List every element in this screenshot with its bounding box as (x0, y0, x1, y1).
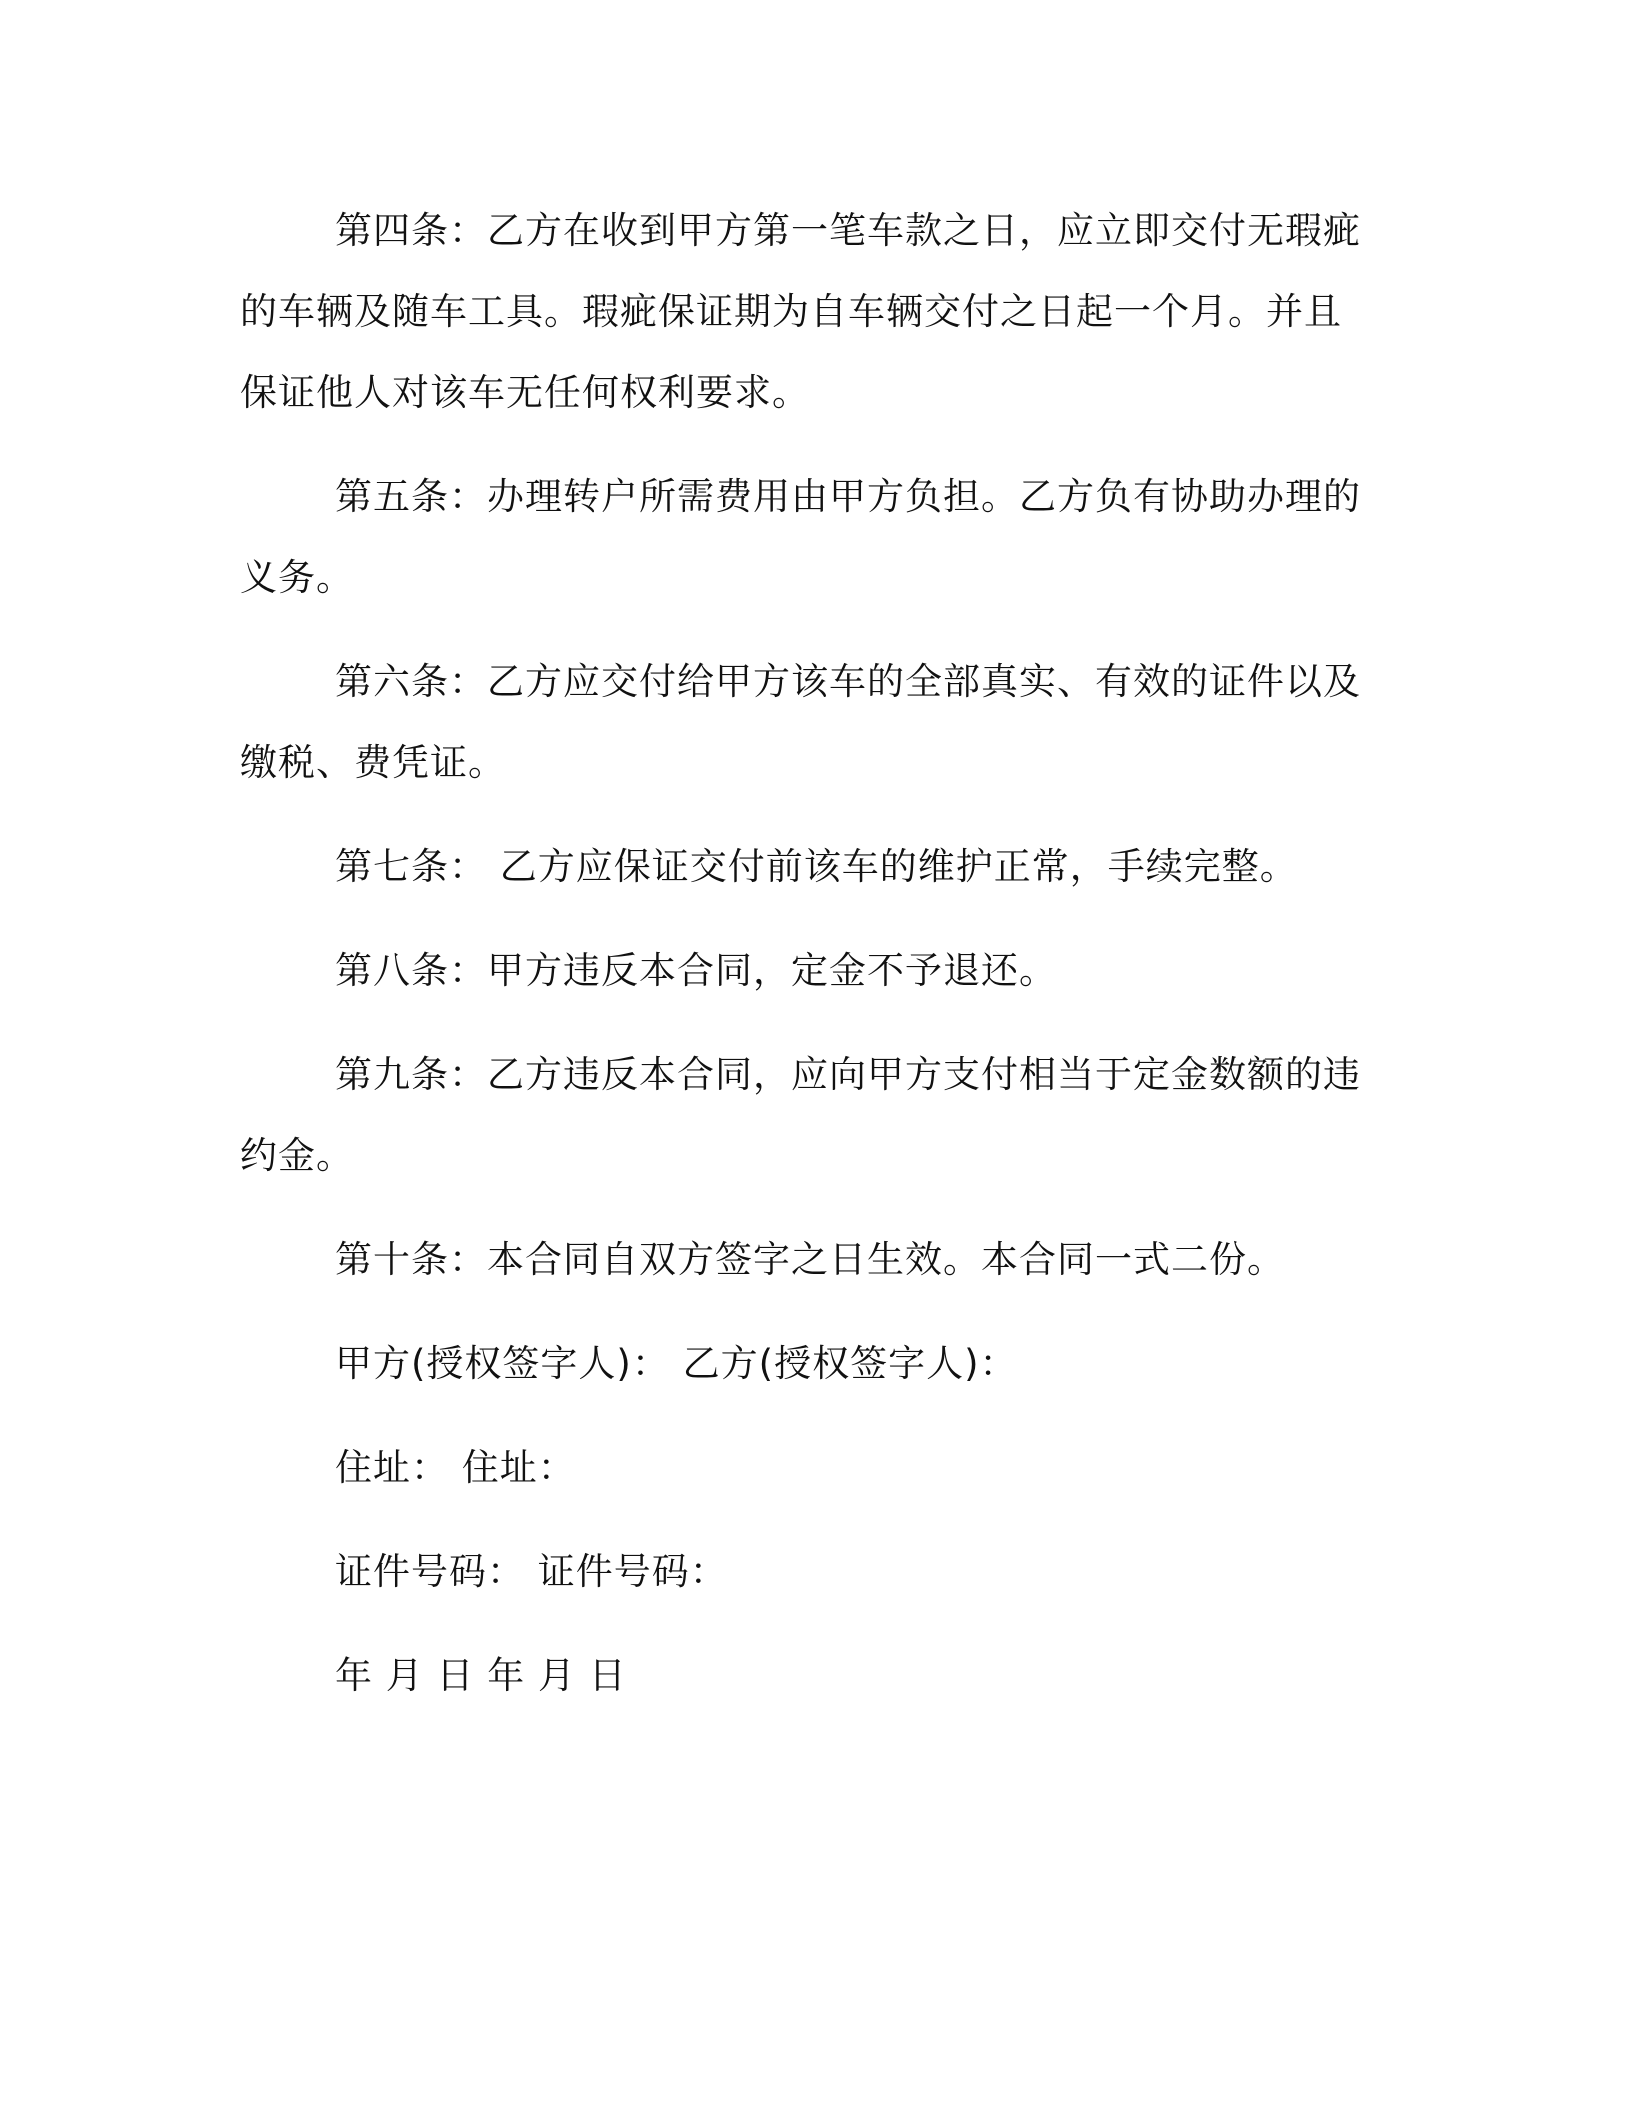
article-10-paragraph: 第十条：本合同自双方签字之日生效。本合同一式二份。 (335, 1238, 1285, 1281)
date-line: 年 月 日 年 月 日 (335, 1654, 627, 1697)
article-9-paragraph: 第九条：乙方违反本合同，应向甲方支付相当于定金数额的违约金。 (240, 1053, 1361, 1177)
contract-body (240, 190, 1376, 1739)
signatory-line: 甲方(授权签字人)： 乙方(授权签字人)： (335, 1342, 1018, 1385)
id-number-line: 证件号码： 证件号码： (335, 1550, 728, 1593)
article-7-paragraph: 第七条： 乙方应保证交付前该车的维护正常，手续完整。 (335, 845, 1298, 888)
address-line: 住址： 住址： (335, 1446, 576, 1489)
article-4-paragraph: 第四条：乙方在收到甲方第一笔车款之日，应立即交付无瑕疵的车辆及随车工具。瑕疵保证期为自车辆交付之日起一个月。并且保证他人对该车无任何权利要求。 (240, 209, 1361, 414)
article-8-paragraph: 第八条：甲方违反本合同，定金不予退还。 (335, 949, 1057, 992)
article-5-paragraph: 第五条：办理转户所需费用由甲方负担。乙方负有协助办理的义务。 (240, 475, 1361, 599)
article-6-paragraph: 第六条：乙方应交付给甲方该车的全部真实、有效的证件以及缴税、费凭证。 (240, 660, 1361, 784)
